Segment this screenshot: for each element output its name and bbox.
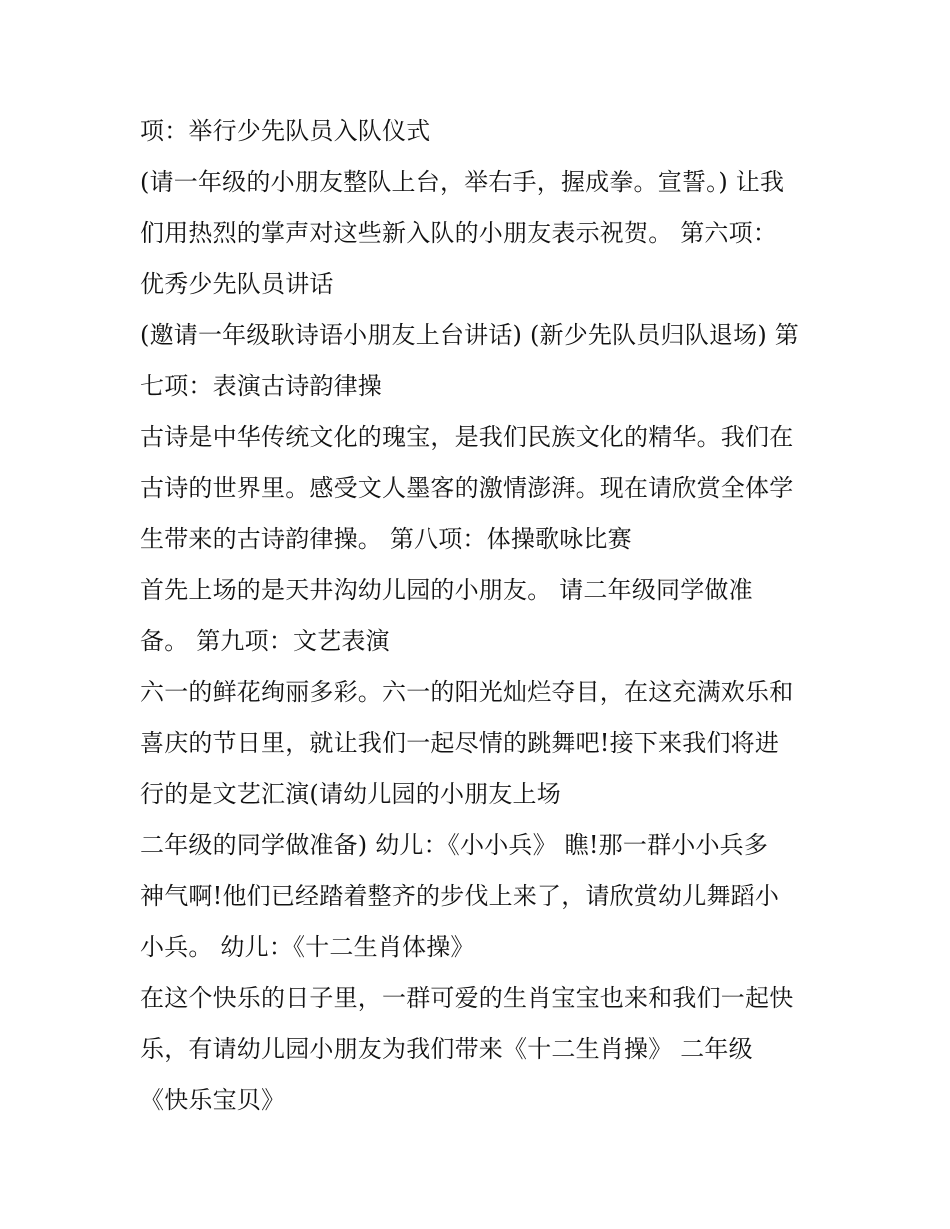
text-line: 喜庆的节日里，就让我们一起尽情的跳舞吧!接下来我们将进 bbox=[140, 729, 780, 757]
text-line: 二年级的同学做准备) 幼儿：《小小兵》 瞧!那一群小小兵多 bbox=[140, 831, 769, 859]
text-line: 在这个快乐的日子里，一群可爱的生肖宝宝也来和我们一起快 bbox=[140, 984, 794, 1012]
text-line: 古诗是中华传统文化的瑰宝，是我们民族文化的精华。我们在 bbox=[140, 423, 794, 451]
text-line: (邀请一年级耿诗语小朋友上台讲话) (新少先队员归队退场) 第 bbox=[140, 321, 799, 349]
text-line: 们用热烈的掌声对这些新入队的小朋友表示祝贺。 第六项： bbox=[140, 219, 778, 247]
text-line: 神气啊!他们已经踏着整齐的步伐上来了，请欣赏幼儿舞蹈小 bbox=[140, 882, 780, 910]
text-line: 备。 第九项：文艺表演 bbox=[140, 627, 390, 655]
text-line: 行的是文艺汇演(请幼儿园的小朋友上场 bbox=[140, 780, 561, 808]
text-line: 古诗的世界里。感受文人墨客的激情澎湃。现在请欣赏全体学 bbox=[140, 474, 794, 502]
text-line: 项：举行少先队员入队仪式 bbox=[140, 117, 431, 145]
text-line: (请一年级的小朋友整队上台，举右手，握成拳。宣誓。) 让我 bbox=[140, 168, 785, 196]
text-line: 首先上场的是天井沟幼儿园的小朋友。 请二年级同学做准 bbox=[140, 576, 753, 604]
text-line: 《快乐宝贝》 bbox=[140, 1086, 286, 1114]
text-line: 乐，有请幼儿园小朋友为我们带来《十二生肖操》 二年级 bbox=[140, 1035, 753, 1063]
text-line: 生带来的古诗韵律操。 第八项：体操歌咏比赛 bbox=[140, 525, 632, 553]
text-line: 六一的鲜花绚丽多彩。六一的阳光灿烂夺目，在这充满欢乐和 bbox=[140, 678, 794, 706]
document-body bbox=[140, 106, 830, 1126]
text-line: 小兵。 幼儿：《十二生肖体操》 bbox=[140, 933, 475, 961]
text-line: 七项：表演古诗韵律操 bbox=[140, 372, 382, 400]
text-line: 优秀少先队员讲话 bbox=[140, 270, 334, 298]
